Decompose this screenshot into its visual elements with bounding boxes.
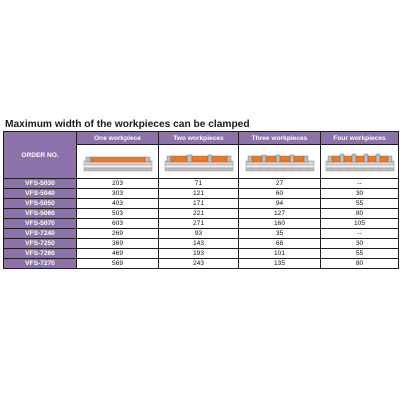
- two-workpieces-value: 271: [159, 219, 239, 229]
- order-number-cell: VFS-7270: [4, 259, 77, 269]
- page-title: Maximum width of the workpieces can be clamped: [5, 119, 250, 130]
- four-workpieces-value: 80: [321, 209, 399, 219]
- four-workpieces-value: 55: [321, 249, 399, 259]
- order-number-cell: VFS-7250: [4, 239, 77, 249]
- pic-one-workpiece: [77, 145, 159, 179]
- one-workpiece-value: 469: [77, 249, 159, 259]
- three-workpieces-value: 135: [239, 259, 321, 269]
- one-workpiece-value: 303: [77, 189, 159, 199]
- vise-one-workpiece-icon: [82, 149, 154, 175]
- two-workpieces-value: 93: [159, 229, 239, 239]
- table-row: [4, 219, 399, 229]
- order-number-cell: VFS-5070: [4, 219, 77, 229]
- four-workpieces-value: 55: [321, 199, 399, 209]
- three-workpieces-value: 94: [239, 199, 321, 209]
- two-workpieces-value: 121: [159, 189, 239, 199]
- four-workpieces-value: 30: [321, 239, 399, 249]
- two-workpieces-value: 221: [159, 209, 239, 219]
- three-workpieces-value: 27: [239, 179, 321, 189]
- order-number-cell: VFS-5030: [4, 179, 77, 189]
- order-number-cell: VFS-7260: [4, 249, 77, 259]
- pic-three-workpieces: [239, 145, 321, 179]
- pic-four-workpieces: [321, 145, 399, 179]
- two-workpieces-value: 71: [159, 179, 239, 189]
- one-workpiece-value: 203: [77, 179, 159, 189]
- column-header-two-workpieces: Two workpieces: [159, 132, 239, 145]
- three-workpieces-value: 101: [239, 249, 321, 259]
- four-workpieces-value: --: [321, 229, 399, 239]
- two-workpieces-value: 193: [159, 249, 239, 259]
- two-workpieces-value: 243: [159, 259, 239, 269]
- one-workpiece-value: 369: [77, 239, 159, 249]
- table-row: [4, 239, 399, 249]
- four-workpieces-value: 30: [321, 189, 399, 199]
- one-workpiece-value: 569: [77, 259, 159, 269]
- order-number-cell: VFS-5040: [4, 189, 77, 199]
- vise-four-workpieces-icon: [324, 149, 396, 175]
- column-header-three-workpieces: Three workpieces: [239, 132, 321, 145]
- table-row: [4, 209, 399, 219]
- two-workpieces-value: 171: [159, 199, 239, 209]
- four-workpieces-value: --: [321, 179, 399, 189]
- one-workpiece-value: 403: [77, 199, 159, 209]
- three-workpieces-value: 35: [239, 229, 321, 239]
- four-workpieces-value: 105: [321, 219, 399, 229]
- vise-three-workpieces-icon: [244, 149, 316, 175]
- table-row: [4, 259, 399, 269]
- three-workpieces-value: 60: [239, 189, 321, 199]
- two-workpieces-value: 143: [159, 239, 239, 249]
- vise-two-workpieces-icon: [163, 149, 235, 175]
- column-header-one-workpiece: One workpiece: [77, 132, 159, 145]
- order-number-header: ORDER NO.: [4, 132, 77, 179]
- one-workpiece-value: 503: [77, 209, 159, 219]
- table-row: [4, 189, 399, 199]
- table-row: [4, 179, 399, 189]
- one-workpiece-value: 269: [77, 229, 159, 239]
- four-workpieces-value: 80: [321, 259, 399, 269]
- order-number-cell: VFS-7240: [4, 229, 77, 239]
- order-number-cell: VFS-5060: [4, 209, 77, 219]
- table-row: [4, 229, 399, 239]
- three-workpieces-value: 127: [239, 209, 321, 219]
- one-workpiece-value: 603: [77, 219, 159, 229]
- workpiece-width-table: [3, 131, 399, 269]
- table-row: [4, 249, 399, 259]
- three-workpieces-value: 68: [239, 239, 321, 249]
- order-number-cell: VFS-5050: [4, 199, 77, 209]
- table-row: [4, 199, 399, 209]
- pic-two-workpieces: [159, 145, 239, 179]
- three-workpieces-value: 160: [239, 219, 321, 229]
- column-header-four-workpieces: Four workpieces: [321, 132, 399, 145]
